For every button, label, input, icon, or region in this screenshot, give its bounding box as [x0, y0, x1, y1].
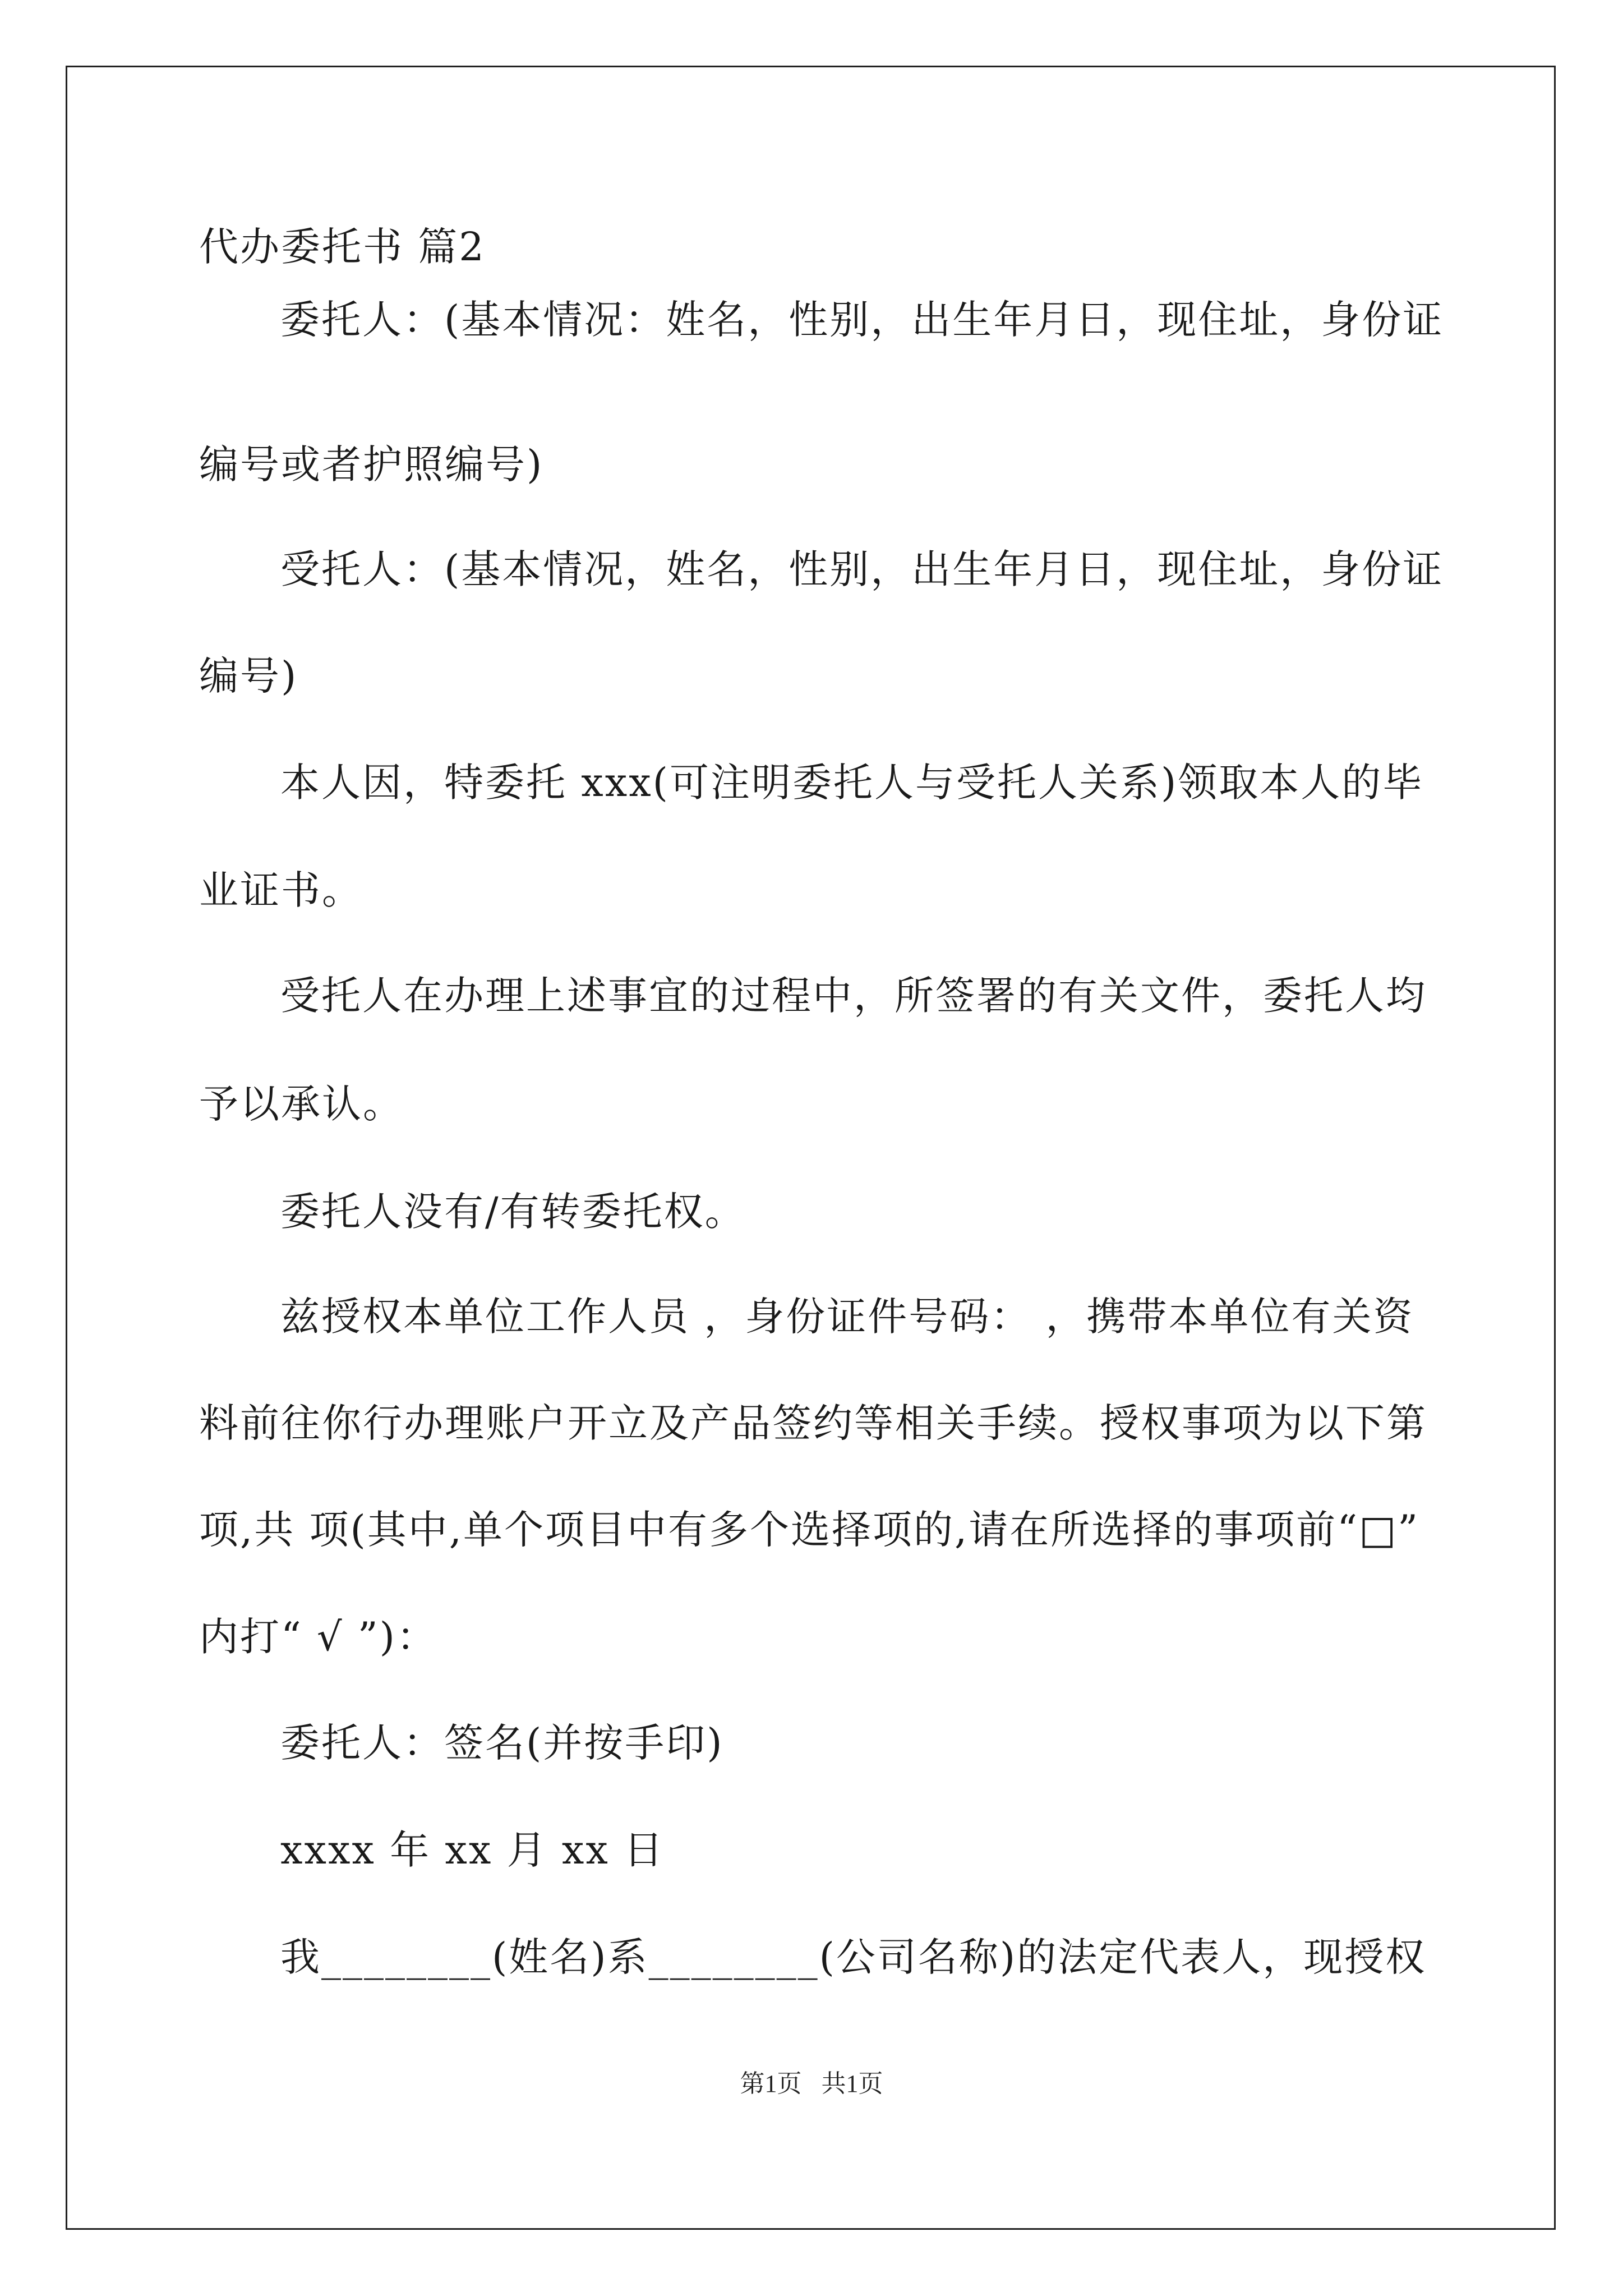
signature-line: 委托人：签名(并按手印) [280, 1720, 724, 1766]
paragraph-line: 本人因，特委托 xxx(可注明委托人与受托人关系)领取本人的毕 [280, 760, 1424, 806]
date-line: xxxx 年 xx 月 xx 日 [280, 1827, 665, 1873]
paragraph-line: 项,共 项(其中,单个项目中有多个选择项的,请在所选择的事项前“□” [199, 1507, 1420, 1553]
paragraph-line: 编号或者护照编号) [199, 441, 544, 487]
paragraph-line: 我________(姓名)系________(公司名称)的法定代表人，现授权 [280, 1934, 1427, 1980]
paragraph-line: 受托人：(基本情况，姓名，性别，出生年月日，现住址，身份证 [280, 546, 1444, 592]
document-heading: 代办委托书 篇2 [199, 224, 486, 270]
paragraph-line: 料前往你行办理账户开立及产品签约等相关手续。授权事项为以下第 [199, 1400, 1427, 1446]
paragraph-line: 内打“ √ ”)： [199, 1614, 437, 1660]
paragraph-line: 予以承认。 [199, 1081, 404, 1127]
paragraph-line: 受托人在办理上述事宜的过程中，所签署的有关文件，委托人均 [280, 973, 1427, 1019]
paragraph-line: 业证书。 [199, 867, 363, 913]
paragraph-line: 编号) [199, 653, 298, 699]
paragraph-line: 兹授权本单位工作人员 ，身份证件号码： ，携带本单位有关资 [280, 1294, 1414, 1340]
paragraph-line: 委托人：(基本情况：姓名，性别，出生年月日，现住址，身份证 [280, 297, 1444, 343]
page-total: 共1页 [821, 2070, 883, 2097]
page-frame [66, 66, 1556, 2230]
page-footer [0, 2063, 1623, 2099]
page-number: 第1页 [740, 2070, 802, 2097]
paragraph-line: 委托人没有/有转委托权。 [280, 1189, 746, 1235]
